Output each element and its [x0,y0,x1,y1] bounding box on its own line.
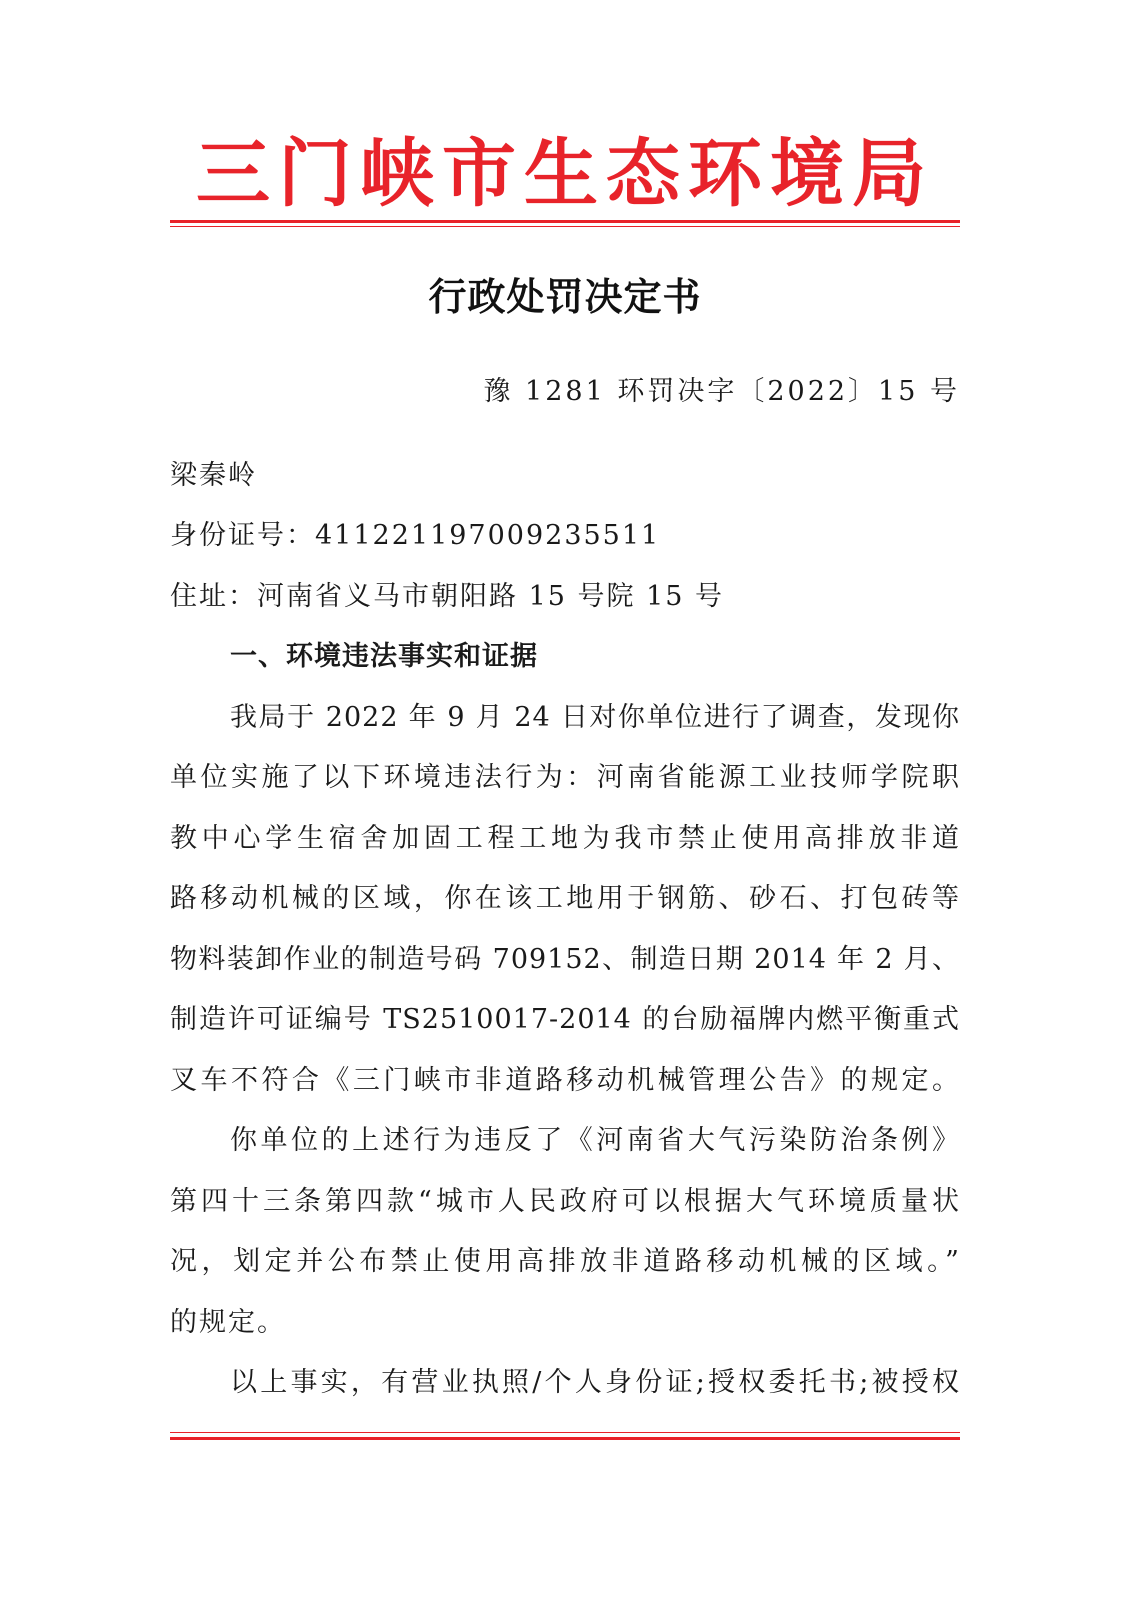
paragraph-line: 物料装卸作业的制造号码 709152、制造日期 2014 年 2 月、 [170,944,960,975]
party-address: 住址：河南省义马市朝阳路 15 号院 15 号 [170,581,725,612]
paragraph-line: 教中心学生宿舍加固工程工地为我市禁止使用高排放非道 [170,823,960,854]
paragraph-line: 以上事实，有营业执照/个人身份证;授权委托书;被授权 [230,1367,960,1398]
paragraph-line: 第四十三条第四款“城市人民政府可以根据大气环境质量状 [170,1186,960,1217]
footer-rule-thick [170,1437,960,1440]
header-rule-thin [170,226,960,227]
paragraph-line: 你单位的上述行为违反了《河南省大气污染防治条例》 [230,1125,960,1156]
paragraph-line: 制造许可证编号 TS2510017-2014 的台励福牌内燃平衡重式 [170,1004,960,1035]
document-title: 行政处罚决定书 [428,274,702,319]
paragraph-line: 况，划定并公布禁止使用高排放非道路移动机械的区域。” [170,1246,960,1277]
party-name: 梁秦岭 [170,460,257,491]
organization-header: 三门峡市生态环境局 [196,131,934,217]
paragraph-line: 叉车不符合《三门峡市非道路移动机械管理公告》的规定。 [170,1065,960,1096]
paragraph-line: 单位实施了以下环境违法行为：河南省能源工业技师学院职 [170,762,960,793]
paragraph-line: 我局于 2022 年 9 月 24 日对你单位进行了调查，发现你 [230,702,960,733]
paragraph-line: 路移动机械的区域，你在该工地用于钢筋、砂石、打包砖等 [170,883,960,914]
document-number: 豫 1281 环罚决字〔2022〕15 号 [483,376,960,407]
party-id-number: 身份证号：411221197009235511 [170,520,661,551]
header-rule-thick [170,220,960,223]
paragraph-line: 的规定。 [170,1307,286,1338]
section-heading: 一、环境违法事实和证据 [230,641,538,672]
footer-rule-thin [170,1432,960,1433]
